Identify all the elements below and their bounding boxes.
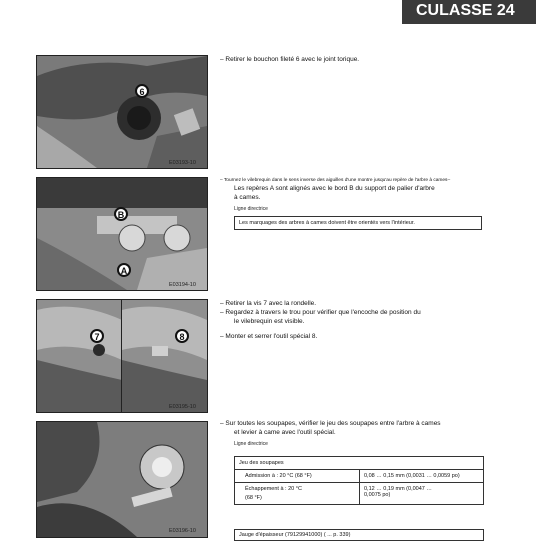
instruction: le vilebrequin est visible. bbox=[234, 318, 305, 325]
row-label: Échappement à : 20 °C bbox=[245, 486, 302, 492]
row-label: Admission à : 20 °C (68 °F) bbox=[235, 470, 360, 483]
callout-b: B bbox=[114, 207, 128, 221]
callout-a: A bbox=[117, 263, 131, 277]
row-label-2: (68 °F) bbox=[245, 495, 262, 501]
instruction: – Retirer la vis 7 avec la rondelle. bbox=[220, 300, 317, 307]
instruction: – Sur toutes les soupapes, vérifier le jeu des soupapes entre l'arbre à cames bbox=[220, 420, 441, 427]
engine-photo-3a bbox=[37, 300, 122, 412]
gauge-box: Jauge d'épaisseur (79129941000) ( ... p. 339) bbox=[234, 529, 484, 541]
guideline-box: Les marquages des arbres à cames doivent être orientés vers l'intérieur. bbox=[234, 216, 482, 230]
photo-code: E03193-10 bbox=[169, 160, 196, 166]
guideline-label: Ligne directrice bbox=[234, 441, 268, 447]
note-small: – Tournez le vilebrequin dans le sens inverse des aiguilles d'une montre jusqu'au repère de l'arbre à cames– bbox=[220, 178, 451, 183]
photo-step-3a bbox=[36, 299, 123, 413]
guideline-label: Ligne directrice bbox=[234, 206, 268, 212]
instruction: – Monter et serrer l'outil spécial 8. bbox=[220, 333, 318, 340]
table-row bbox=[235, 470, 484, 483]
photo-step-3b bbox=[121, 299, 208, 413]
instruction: – Retirer le bouchon fileté 6 avec le joint torique. bbox=[220, 56, 360, 63]
callout-7: 7 bbox=[90, 329, 104, 343]
photo-code: E03196-10 bbox=[169, 528, 196, 534]
instruction: à cames. bbox=[234, 194, 261, 201]
row-value-2: 0,0075 po) bbox=[364, 492, 391, 498]
callout-6: 6 bbox=[135, 84, 149, 98]
row-value: 0,12 … 0,19 mm (0,0047 … bbox=[364, 486, 432, 492]
instruction: et levier à came avec l'outil spécial. bbox=[234, 429, 336, 436]
table-row bbox=[235, 483, 484, 505]
photo-step-2 bbox=[36, 177, 208, 291]
photo-code: E03194-10 bbox=[169, 282, 196, 288]
chapter-number: 24 bbox=[496, 2, 515, 19]
engine-photo-1 bbox=[37, 56, 207, 168]
callout-8: 8 bbox=[175, 329, 189, 343]
photo-step-1 bbox=[36, 55, 208, 169]
valve-clearance-table bbox=[234, 456, 484, 505]
table-title: Jeu des soupapes bbox=[235, 457, 484, 470]
photo-code: E03195-10 bbox=[169, 404, 196, 410]
engine-photo-3b bbox=[122, 300, 207, 412]
chapter-title: CULASSE bbox=[416, 2, 493, 19]
row-value: 0,08 … 0,15 mm (0,0031 … 0,0059 po) bbox=[360, 470, 484, 483]
chapter-header bbox=[402, 0, 536, 24]
photo-step-4 bbox=[36, 421, 208, 538]
engine-photo-4 bbox=[37, 422, 207, 537]
instruction: Les repères A sont alignés avec le bord B du support de palier d'arbre bbox=[234, 185, 435, 192]
instruction: – Regardez à travers le trou pour vérifier que l'encoche de position du bbox=[220, 309, 421, 316]
